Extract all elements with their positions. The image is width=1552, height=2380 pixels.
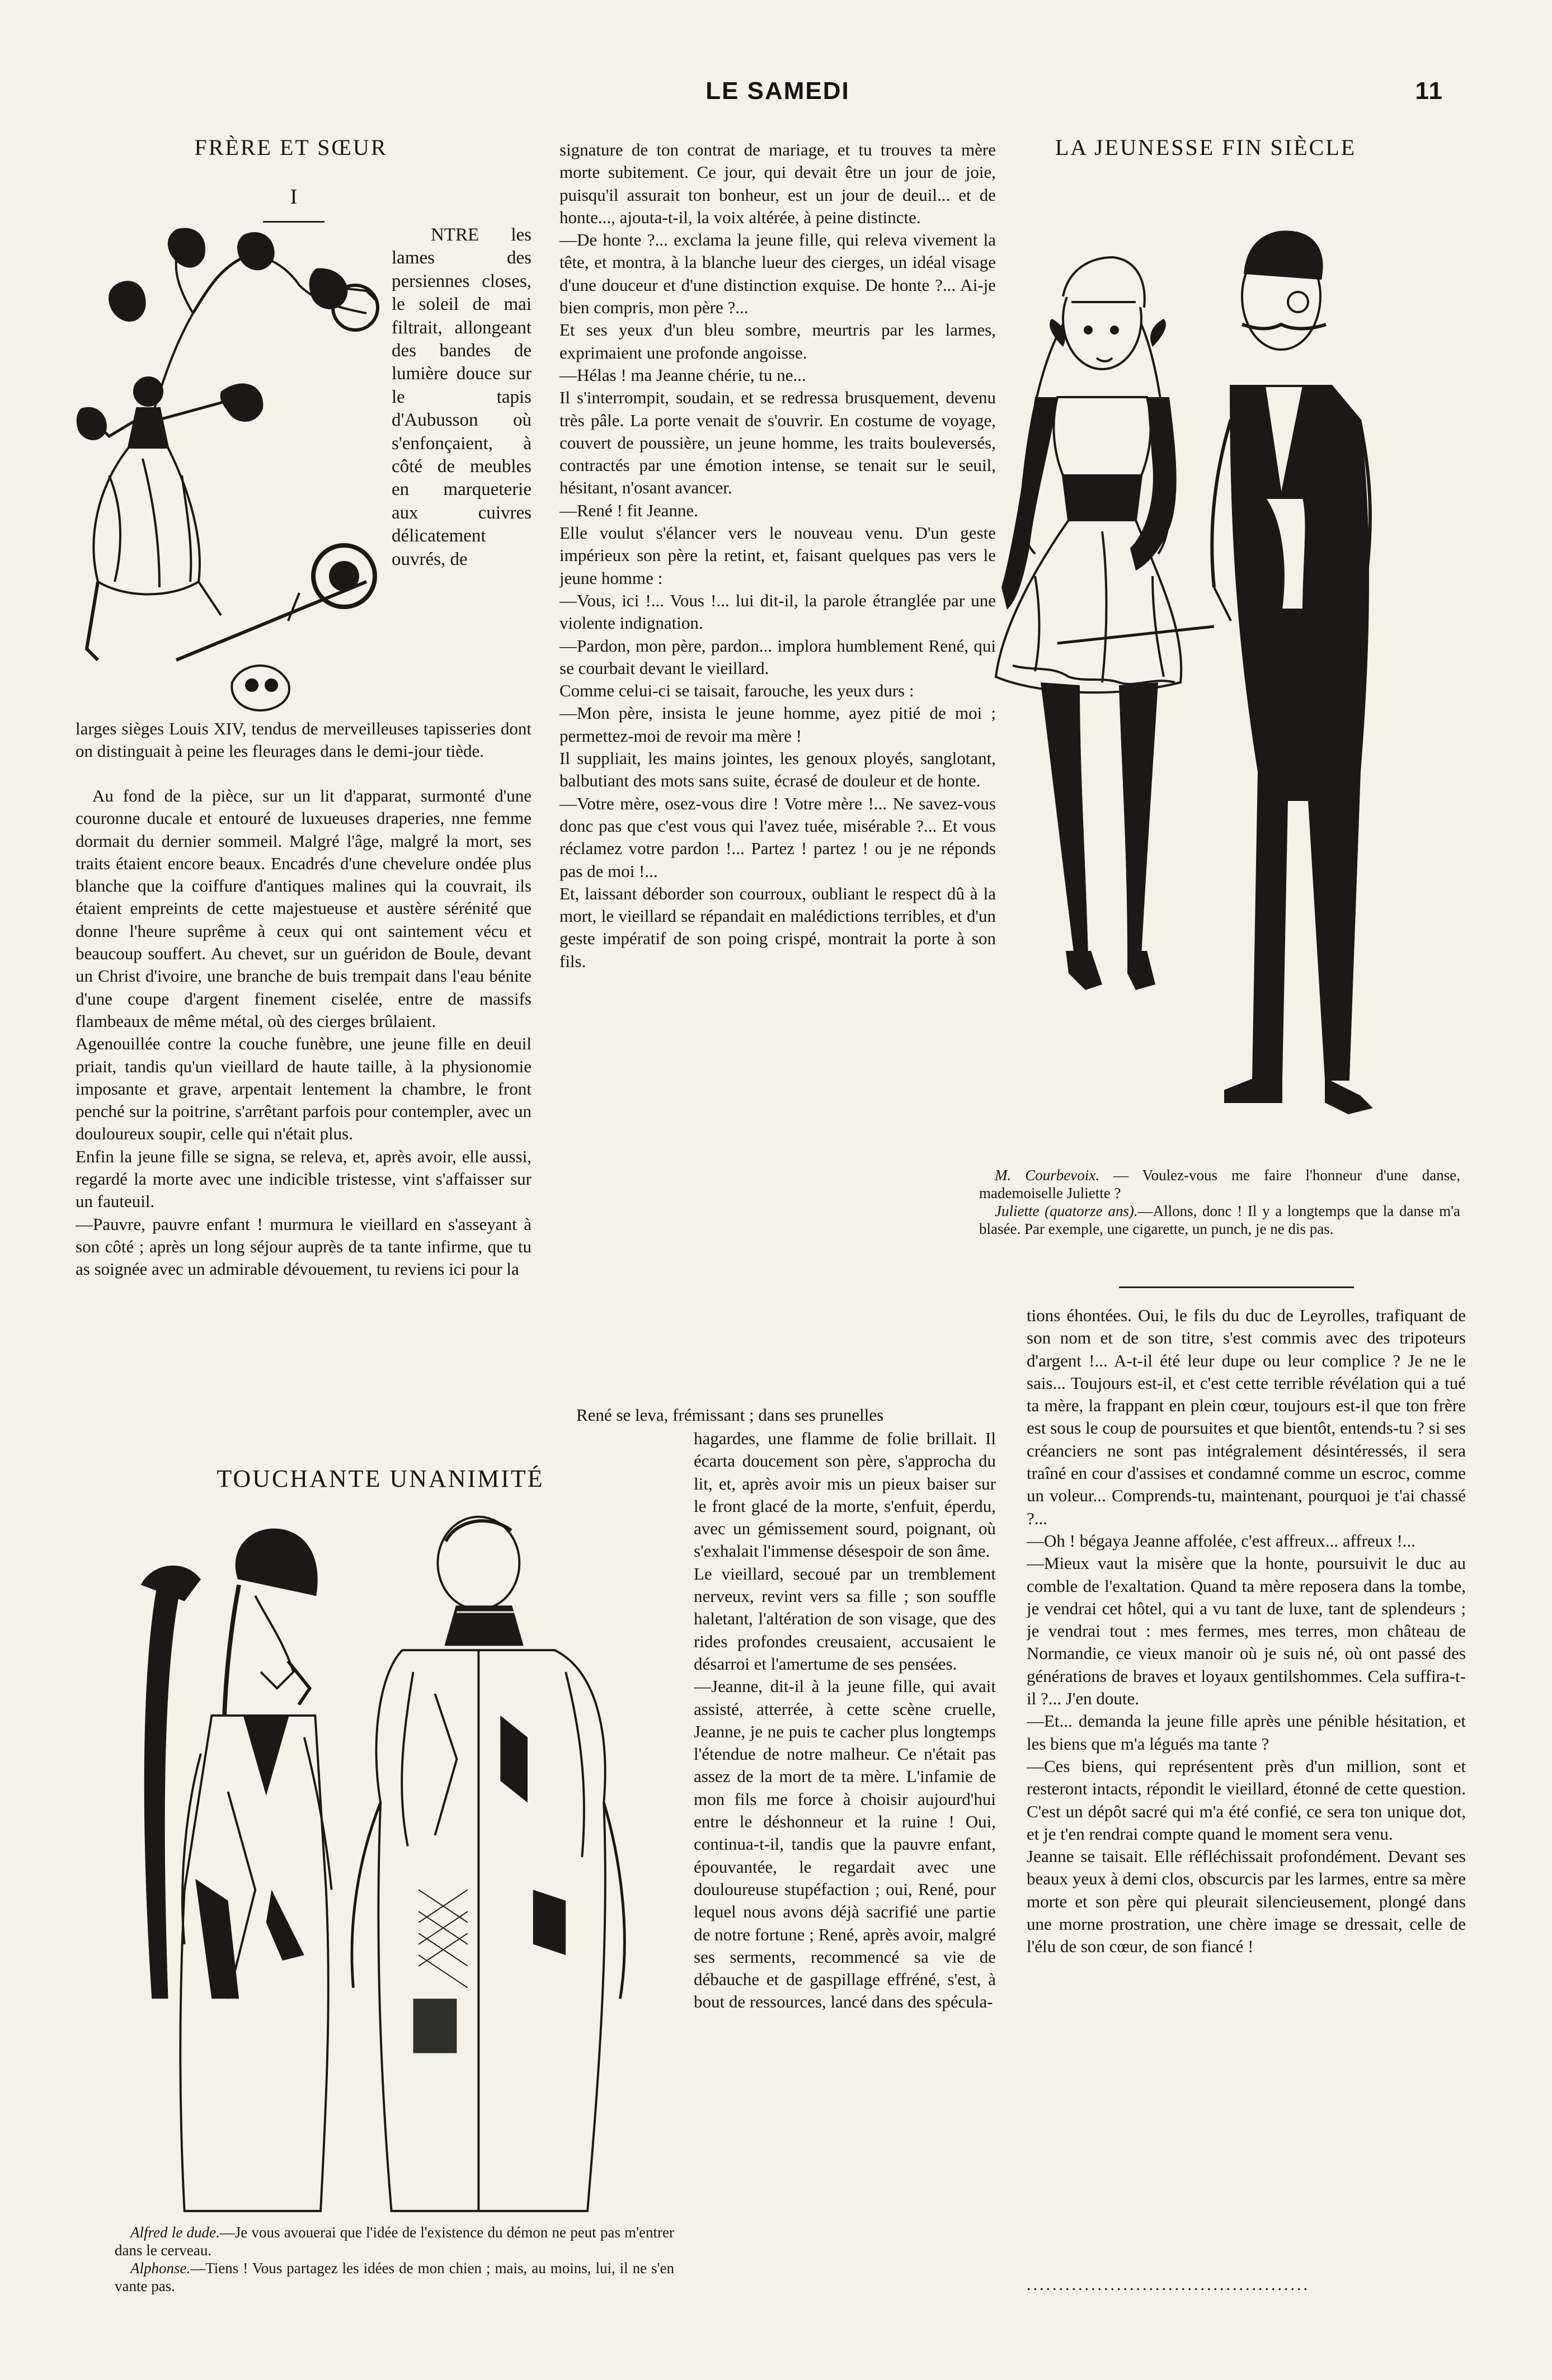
touchante-title: TOUCHANTE UNANIMITÉ — [217, 1465, 544, 1492]
frere-intro-tail: larges sièges Louis XIV, tendus de merveilleuses tapisseries dont on distinguait à peine les fleurages dans le demi-jour tiède. — [76, 719, 532, 761]
caption-line-alfred: —Je vous avouerai que l'idée de l'existence du démon ne peut pas m'entrer dans le cerveau. — [115, 2224, 674, 2259]
caption-speaker-courbevoix: M. Courbevoix. — [995, 1167, 1099, 1184]
caption-line-courbevoix: — Voulez-vous me faire l'honneur d'une danse, mademoiselle Juliette ? — [979, 1167, 1460, 1201]
jeunesse-title: LA JEUNESSE FIN SIÈCLE — [1055, 135, 1357, 160]
caption-speaker-alfred: Alfred le dude. — [130, 2224, 220, 2241]
ellipsis-line: ............................................ — [1027, 2275, 1310, 2294]
chapter-number: I — [290, 185, 298, 209]
caption-speaker-juliette: Juliette (quatorze ans). — [995, 1203, 1138, 1219]
frere-col3-body: tions éhontées. Oui, le fils du duc de Leyrolles, trafiquant de son nom et de son titre, s'est commis avec des tripoteurs d'argent !... A-t-il été leur dupe ou leur complice ? Je ne le sais... Toujours est-il, et c'est cette terrible révélation qui a tué ta mère, la frappant en plein cœur, toujours est-il que ton frère est sous le coup de poursuites et que bientôt, entends-tu ? si ses créanciers ne sont pas intégralement désintéressés, il sera traîné en cour d'assises et condamné comme un escroc, comme un voleur... Comprends-tu, maintenant, pourquoi je t'ai chassé ?... —Oh ! bégaya Jeanne affolée, c'est affreux... affreux !... —Mieux vaut la misère que la honte, poursuivit le duc au comble de l'exaltation. Quand ta mère reposera dans la tombe, je vendrai cet hôtel, qui a vu tant de luxe, tant de splendeurs ; je vendrai tout : mes fermes, mes terres, mon château de Normandie, ce vieux manoir où je suis né, où ont passé des générations de braves et loyaux gentilshommes. Cela suffira-t-il ?... J'en doute. —Et... demanda la jeune fille après une pénible hésitation, et les biens que m'a légués ma tante ? —Ces biens, qui représentent près d'un million, sont et resteront intacts, répondit le vieillard, étonné de cette question. C'est un dépôt sacré qui m'a été confié, ce sera ton unique dot, et je t'en rendrai compte quand le moment sera venu. Jeanne se taisait. Elle réfléchissait profondément. Devant ses beaux yeux à demi clos, obscurcis par les larmes, entre sa mère morte et son père qui pleurait silencieusement, plongé dans une morne prostration, une chère image se dressait, celle de l'élu de son cœur, de son fiancé ! — [1027, 1306, 1466, 1957]
frere-col2-lower: hagardes, une flamme de folie brillait. Il écarta doucement son père, s'approcha du lit, et, après avoir mis un pieux baiser sur le front glacé de la morte, s'enfuit, éperdu, avec un gémissement sourd, poignant, où s'exhalait l'immense désespoir de son âme. Le vieillard, secoué par un tremblement nerveux, revint vers sa fille ; son souffle haletant, l'altération de son visage, que des rides profondes creusaient, accusaient le désarroi et l'amertume de ses pensées. —Jeanne, dit-il à la jeune fille, qui avait assisté, atterrée, à cette scène cruelle, Jeanne, je ne puis te cacher plus longtemps l'étendue de notre malheur. Ce n'était pas assez de la mort de ta mère. L'infamie de mon fils me force à choisir aujourd'hui entre le déshonneur et la ruine ! Oui, continua-t-il, tandis que la pauvre enfant, épouvantée, le regardait avec une douloureuse stupéfaction ; oui, René, pour lequel nous avons déjà sacrifié une partie de notre fortune ; René, après avoir, malgré ses serments, recommencé sa vie de débauche et de gaspillage effréné, s'est, à bout de ressources, lancé dans des spécula- — [694, 1429, 996, 2012]
jeunesse-caption — [979, 1166, 1460, 1267]
frere-et-soeur-title: FRÈRE ET SŒUR — [194, 135, 388, 160]
touchante-illustration — [76, 1499, 691, 2221]
frere-intro-narrow: NTRE les lames des persiennes closes, le soleil de mai filtrait, allongeant des bandes de lumière douce sur le tapis d'Aubusson où s'enfonçaient, à côté de meubles en marqueterie aux cuivres délicatement ouvrés, de — [392, 225, 532, 569]
section-divider — [1119, 1286, 1354, 1288]
frere-col2-bridge: René se leva, frémissant ; dans ses prunelles — [576, 1405, 884, 1425]
journal-title: LE SAMEDI — [706, 77, 850, 105]
touchante-caption — [115, 2223, 674, 2302]
frere-col2-body: signature de ton contrat de mariage, et tu trouves ta mère morte subitement. Ce jour, qui devait être un jour de joie, puisqu'il assurait ton bonheur, est un jour de deuil... et de honte..., ajouta-t-il, la voix altérée, à peine distincte. —De honte ?... exclama la jeune fille, qui releva vivement la tête, et montra, à la blanche lueur des cierges, un idéal visage d'une douceur et d'une distinction exquise. De honte ?... Ai-je bien compris, mon père ?... Et ses yeux d'un bleu sombre, meurtris par les larmes, exprimaient une profonde angoisse. —Hélas ! ma Jeanne chérie, tu ne... Il s'interrompit, soudain, et se redressa brusquement, devenu très pâle. La porte venait de s'ouvrir. En costume de voyage, couvert de poussière, un jeune homme, les traits bouleversés, contractés par une émotion intense, se tenait sur le seuil, hésitant, n'osant avancer. —René ! fit Jeanne. Elle voulut s'élancer vers le nouveau venu. D'un geste impérieux son père la retint, et, faisant quelques pas vers le jeune homme : —Vous, ici !... Vous !... lui dit-il, la parole étranglée par une violente indignation. —Pardon, mon père, pardon... implora humblement René, qui se courbait devant le vieillard. Comme celui-ci se taisait, farouche, les yeux durs : —Mon père, insista le jeune homme, ayez pitié de moi ; permettez-moi de revoir ma mère ! Il suppliait, les mains jointes, les genoux ployés, sanglotant, balbutiant des mots sans suite, écrasé de douleur et de honte. —Votre mère, osez-vous dire ! Votre mère !... Ne savez-vous donc pas que c'est vous qui l'avez tuée, misérable ?... Et vous réclamez votre pardon !... Partez ! partez ! ou je ne réponds pas de moi !... Et, laissant déborder son courroux, oubliant le respect dû à la mort, le vieillard se répandait en malédictions terribles, et d'un geste impératif de son poing crispé, montrait la porte à son fils. — [559, 140, 996, 971]
page-number: 11 — [1415, 77, 1443, 105]
dropcap-illustration — [76, 224, 389, 716]
chapter-rule — [263, 221, 324, 223]
jeunesse-illustration — [968, 185, 1404, 1147]
caption-line-juliette: —Allons, donc ! Il y a longtemps que la danse m'a blasée. Par exemple, une cigarette, un punch, je ne dis pas. — [979, 1203, 1460, 1237]
caption-speaker-alphonse: Alphonse. — [130, 2260, 191, 2277]
frere-col1-body: Au fond de la pièce, sur un lit d'apparat, surmonté d'une couronne ducale et entouré de luxueuses draperies, nne femme dormait du dernier sommeil. Malgré l'âge, malgré la mort, ses traits étaient encore beaux. Encadrés d'une chevelure ondée plus blanche que la coiffure d'antiques malines qui la couvrait, ils étaient empreints de cette majestueuse et austère sérénité que donne l'heure suprême à ceux qui ont saintement vécu et beaucoup souffert. Au chevet, sur un guéridon de Boule, devant un Christ d'ivoire, une branche de buis trempait dans l'eau bénite d'une coupe d'argent finement ciselée, entre de massifs flambeaux de même métal, où des cierges brûlaient. Agenouillée contre la couche funèbre, une jeune fille en deuil priait, tandis qu'un vieillard de haute taille, à la physionomie imposante et grave, arpentait lentement la chambre, le front penché sur la poitrine, s'arrêtant parfois pour contempler, avec un douloureux soupir, celle qui n'était plus. Enfin la jeune fille se signa, se releva, et, après avoir, elle aussi, regardé la morte avec une indicible tristesse, vint s'affaisser sur un fauteuil. —Pauvre, pauvre enfant ! murmura le vieillard en s'asseyant à son côté ; après un long séjour auprès de ta tante infirme, que tu as soignée avec un admirable dévouement, tu reviens ici pour la — [76, 786, 532, 1279]
caption-line-alphonse: —Tiens ! Vous partagez les idées de mon chien ; mais, au moins, lui, il ne s'en vante pas. — [115, 2260, 674, 2294]
